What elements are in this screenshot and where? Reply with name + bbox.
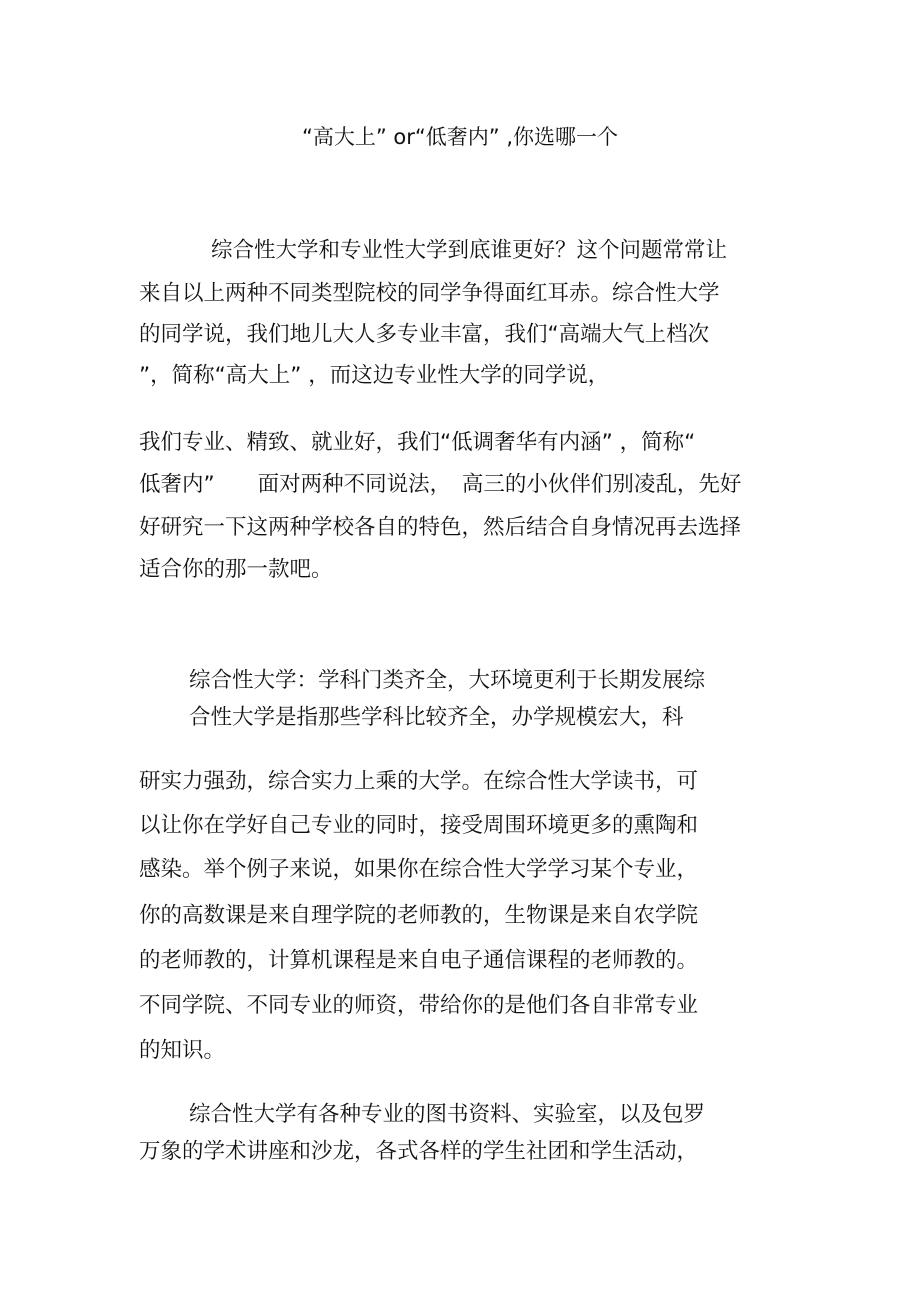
paragraph-1-line-3: 的同学说，我们地儿大人多专业丰富，我们“高端大气上档次 — [139, 322, 710, 347]
paragraph-4-line-7: 的知识。 — [139, 1038, 226, 1063]
paragraph-2-line-2: 低奢内” 面对两种不同说法， 高三的小伙伴们别凌乱，先好 — [139, 472, 742, 497]
paragraph-1-line-1: 综合性大学和专业性大学到底谁更好？这个问题常常让 — [211, 238, 728, 263]
paragraph-1-line-4: ”，简称“高大上” ，而这边专业性大学的同学说， — [139, 363, 610, 388]
paragraph-2-line-4: 适合你的那一款吧。 — [139, 557, 333, 582]
paragraph-4-line-1: 研实力强劲，综合实力上乘的大学。在综合性大学读书，可 — [139, 769, 699, 794]
paragraph-4-line-6: 不同学院、不同专业的师资，带给你的是他们各自非常专业 — [139, 993, 699, 1018]
paragraph-3-line-2: 合性大学是指那些学科比较齐全，办学规模宏大，科 — [189, 705, 684, 730]
paragraph-4-line-3: 感染。举个例子来说，如果你在综合性大学学习某个专业， — [139, 857, 699, 882]
page-title: “高大上” or“低奢内” ,你选哪一个 — [301, 125, 619, 149]
paragraph-4-line-2: 以让你在学好自己专业的同时，接受周围环境更多的熏陶和 — [139, 813, 699, 838]
paragraph-2-line-3: 好研究一下这两种学校各自的特色，然后结合自身情况再去选择 — [139, 515, 742, 540]
paragraph-3-line-1: 综合性大学：学科门类齐全，大环境更利于长期发展综 — [189, 668, 706, 693]
paragraph-4-line-4: 你的高数课是来自理学院的老师教的，生物课是来自农学院 — [139, 903, 699, 928]
paragraph-1-line-2: 来自以上两种不同类型院校的同学争得面红耳赤。综合性大学 — [139, 281, 720, 306]
paragraph-5-line-1: 综合性大学有各种专业的图书资料、实验室，以及包罗 — [189, 1102, 706, 1127]
paragraph-5-line-2: 万象的学术讲座和沙龙，各式各样的学生社团和学生活动， — [139, 1139, 699, 1164]
paragraph-2-line-1: 我们专业、精致、就业好，我们“低调奢华有内涵” ，简称“ — [139, 430, 696, 455]
paragraph-4-line-5: 的老师教的，计算机课程是来自电子通信课程的老师教的。 — [139, 948, 699, 973]
